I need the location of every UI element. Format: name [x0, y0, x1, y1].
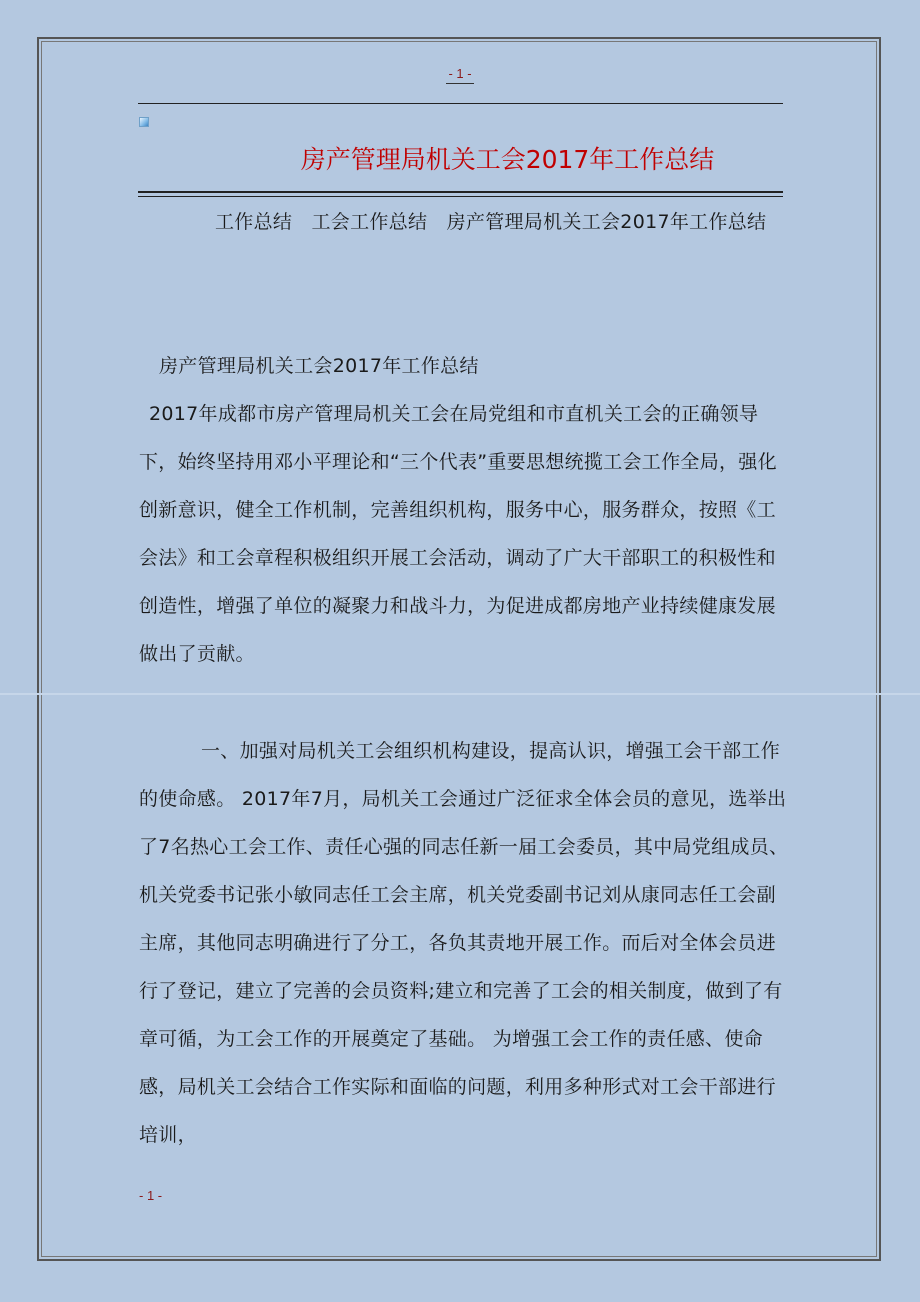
- paragraph-intro: 2017年成都市房产管理局机关工会在局党组和市直机关工会的正确领导下，始终坚持用邓小平理论和“三个代表”重要思想统揽工会工作全局，强化创新意识，健全工作机制，完善组织机构，服务中心，服务群众，按照《工会法》和工会章程积极组织开展工会活动，调动了广大干部职工的积极性和创造性，增强了单位的凝聚力和战斗力，为促进成都房地产业持续健康发展做出了贡献。: [139, 403, 777, 665]
- header-rule: [138, 103, 783, 104]
- paragraph-section-one: 一、加强对局机关工会组织机构建设，提高认识，增强工会干部工作的使命感。 2017年7月，局机关工会通过广泛征求全体会员的意见，选举出了7名热心工会工作、责任心强的同志任新一届工会委员，其中局党组成员、机关党委书记张小敏同志任工会主席，机关党委副书记刘从康同志任工会副主席，其他同志明确进行了分工，各负其责地开展工作。而后对全体会员进行了登记，建立了完善的会员资料;建立和完善了工会的相关制度，做到了有章可循，为工会工作的开展奠定了基础。 为增强工会工作的责任感、使命感，局机关工会结合工作实际和面临的问题，利用多种形式对工会干部进行培训，: [139, 740, 789, 1146]
- header-page-number-text: - 1 -: [446, 66, 473, 84]
- footer-page-number: - 1 -: [139, 1188, 163, 1203]
- page-break-band: [0, 693, 920, 695]
- section-heading: 房产管理局机关工会2017年工作总结: [159, 355, 479, 377]
- title-double-rule: [138, 191, 783, 197]
- image-placeholder-icon: [139, 117, 149, 127]
- document-title: 房产管理局机关工会2017年工作总结: [300, 145, 715, 174]
- keywords-line: 工作总结 工会工作总结 房产管理局机关工会2017年工作总结: [215, 211, 767, 233]
- header-page-number: [0, 66, 920, 84]
